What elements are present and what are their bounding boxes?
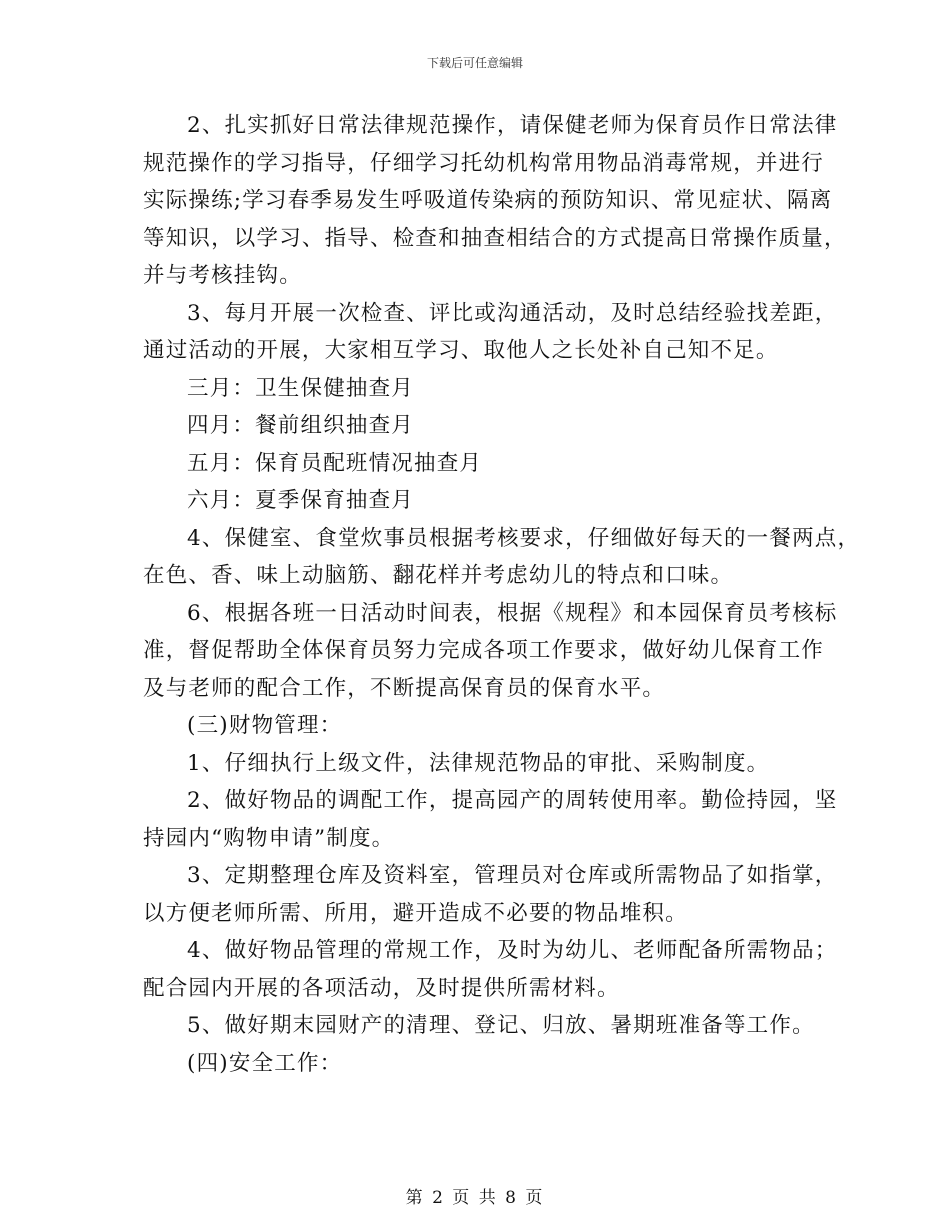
text-line: 六月：夏季保育抽查月 [187,488,415,513]
text-line: 2、扎实抓好日常法律规范操作，请保健老师为保育员作日常法律 [187,113,838,138]
page-header-note: 下载后可任意编辑 [426,56,523,70]
text-line: 4、保健室、食堂炊事员根据考核要求，仔细做好每天的一餐两点， [187,525,861,551]
text-line: 5、做好期末园财产的清理、登记、归放、暑期班准备等工作。 [187,1013,815,1038]
text-line: 并与考核挂钩。 [143,263,302,288]
text-line: 规范操作的学习指导，仔细学习托幼机构常用物品消毒常规，并进行 [143,150,825,176]
text-line: 实际操练;学习春季易发生呼吸道传染病的预防知识、常见症状、隔离 [143,188,833,213]
text-line: 4、做好物品管理的常规工作，及时为幼儿、老师配备所需物品； [187,938,838,963]
text-line: 1、仔细执行上级文件，法律规范物品的审批、采购制度。 [187,750,770,776]
document-body [143,107,861,1082]
text-line: 五月：保育员配班情况抽查月 [187,450,483,476]
text-line: 在色、香、味上动脑筋、翻花样并考虑幼儿的特点和口味。 [143,563,734,588]
text-line: 3、每月开展一次检查、评比或沟通活动，及时总结经验找差距， [187,300,838,326]
text-line: 配合园内开展的各项活动，及时提供所需材料。 [143,975,620,1001]
text-line: 准，督促帮助全体保育员努力完成各项工作要求，做好幼儿保育工作 [143,638,825,663]
text-line: 2、做好物品的调配工作，提高园产的周转使用率。勤俭持园，坚 [187,788,838,813]
text-line: 以方便老师所需、所用，避开造成不必要的物品堆积。 [143,900,688,926]
text-line: 四月：餐前组织抽查月 [187,413,415,438]
text-line: 通过活动的开展，大家相互学习、取他人之长处补自己知不足。 [143,338,779,363]
text-line: (四)安全工作： [187,1050,343,1076]
text-line: 6、根据各班一日活动时间表，根据《规程》和本园保育员考核标 [187,600,838,626]
text-line: (三)财物管理： [187,713,343,738]
text-line: 3、定期整理仓库及资料室，管理员对仓库或所需物品了如指掌， [187,863,838,888]
text-line: 及与老师的配合工作，不断提高保育员的保育水平。 [143,675,666,701]
text-line: 三月：卫生保健抽查月 [187,375,415,401]
text-line: 持园内“购物申请”制度。 [143,825,395,851]
page-number-footer: 第 2 页 共 8 页 [405,1188,545,1208]
text-line: 等知识，以学习、指导、检查和抽查相结合的方式提高日常操作质量， [143,225,847,251]
